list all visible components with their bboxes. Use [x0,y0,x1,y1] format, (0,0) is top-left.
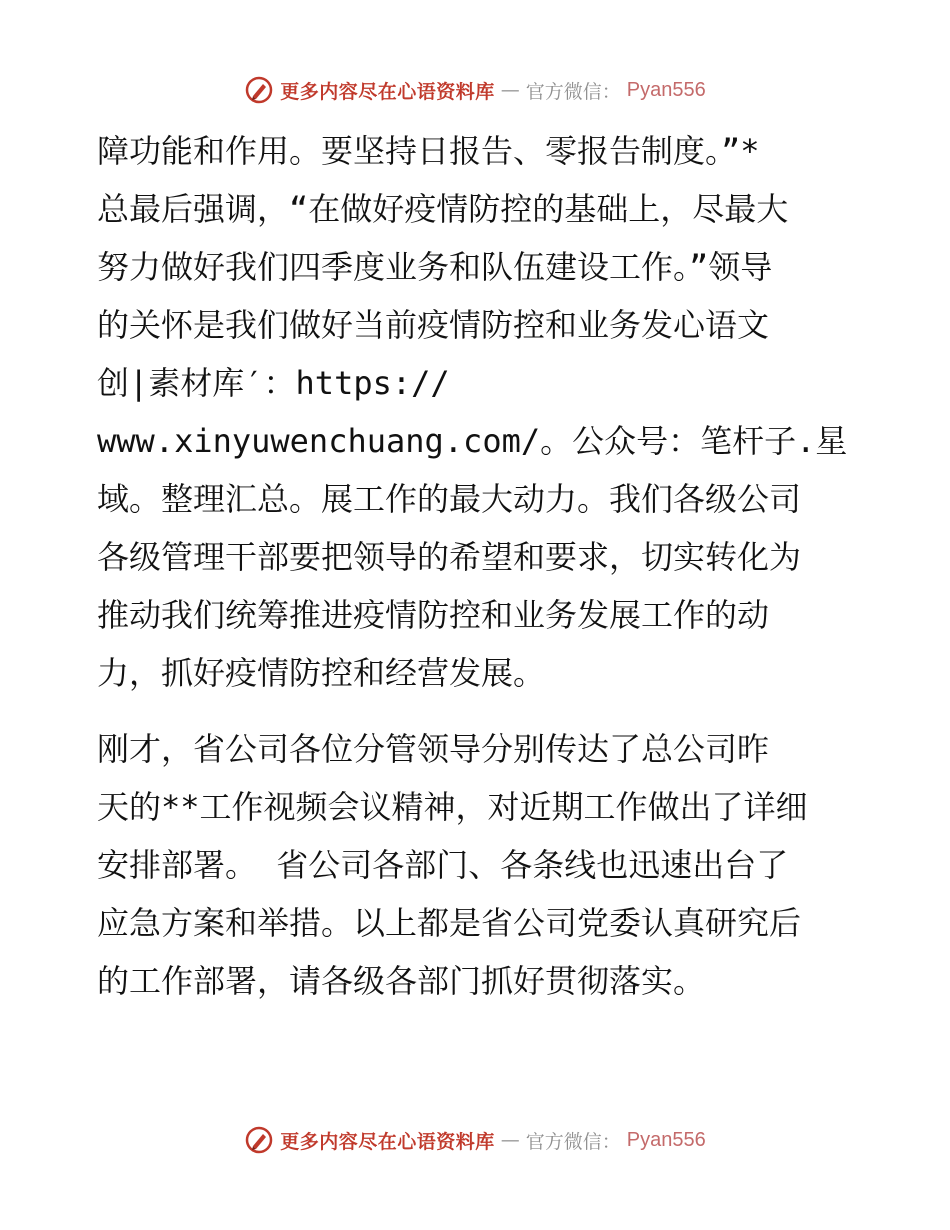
watermark-wechat-id: Pyan556 [626,78,706,101]
text-line: 安排部署。 省公司各部门、各条线也迅速出台了 [97,846,789,884]
paragraph-gap [97,702,857,720]
text-line: 推动我们统筹推进疫情防控和业务发展工作的动 [97,596,770,634]
text-line: 的工作部署，请各级各部门抓好贯彻落实。 [97,962,706,1000]
watermark-title: 更多内容尽在心语资料库 [280,80,495,103]
pen-logo-icon [244,1125,274,1155]
text-line: 力，抓好疫情防控和经营发展。 [97,654,546,692]
watermark-title: 更多内容尽在心语资料库 [280,1130,495,1153]
text-line: 的关怀是我们做好当前疫情防控和业务发心语文 [97,306,770,344]
text-line: 各级管理干部要把领导的希望和要求，切实转化为 [97,538,802,576]
text-line: 天的**工作视频会议精神，对近期工作做出了详细 [97,788,808,826]
text-line: 总最后强调，“在做好疫情防控的基础上，尽最大 [97,190,789,228]
paragraph [97,122,857,702]
watermark-subtitle: 官方微信： [525,80,621,103]
footer-watermark [0,1120,950,1160]
watermark-dash: — [500,1129,520,1151]
header-watermark [0,70,950,110]
watermark-dash: — [500,79,520,101]
text-line: 努力做好我们四季度业务和队伍建设工作。”领导 [97,248,773,286]
text-line: www.xinyuwenchuang.com/。公众号：笔杆子.星 [97,422,848,460]
text-line: 障功能和作用。要坚持日报告、零报告制度。”* [97,132,760,170]
watermark-subtitle: 官方微信： [525,1130,621,1153]
paragraph [97,720,857,1010]
text-line: 刚才，省公司各位分管领导分别传达了总公司昨 [97,730,770,768]
text-line: 域。整理汇总。展工作的最大动力。我们各级公司 [97,480,802,518]
watermark-wechat-id: Pyan556 [626,1128,706,1151]
document-body [97,122,857,1010]
text-line: 应急方案和举措。以上都是省公司党委认真研究后 [97,904,802,942]
pen-logo-icon [244,75,274,105]
text-line: 创|素材库′：https:// [97,364,450,402]
